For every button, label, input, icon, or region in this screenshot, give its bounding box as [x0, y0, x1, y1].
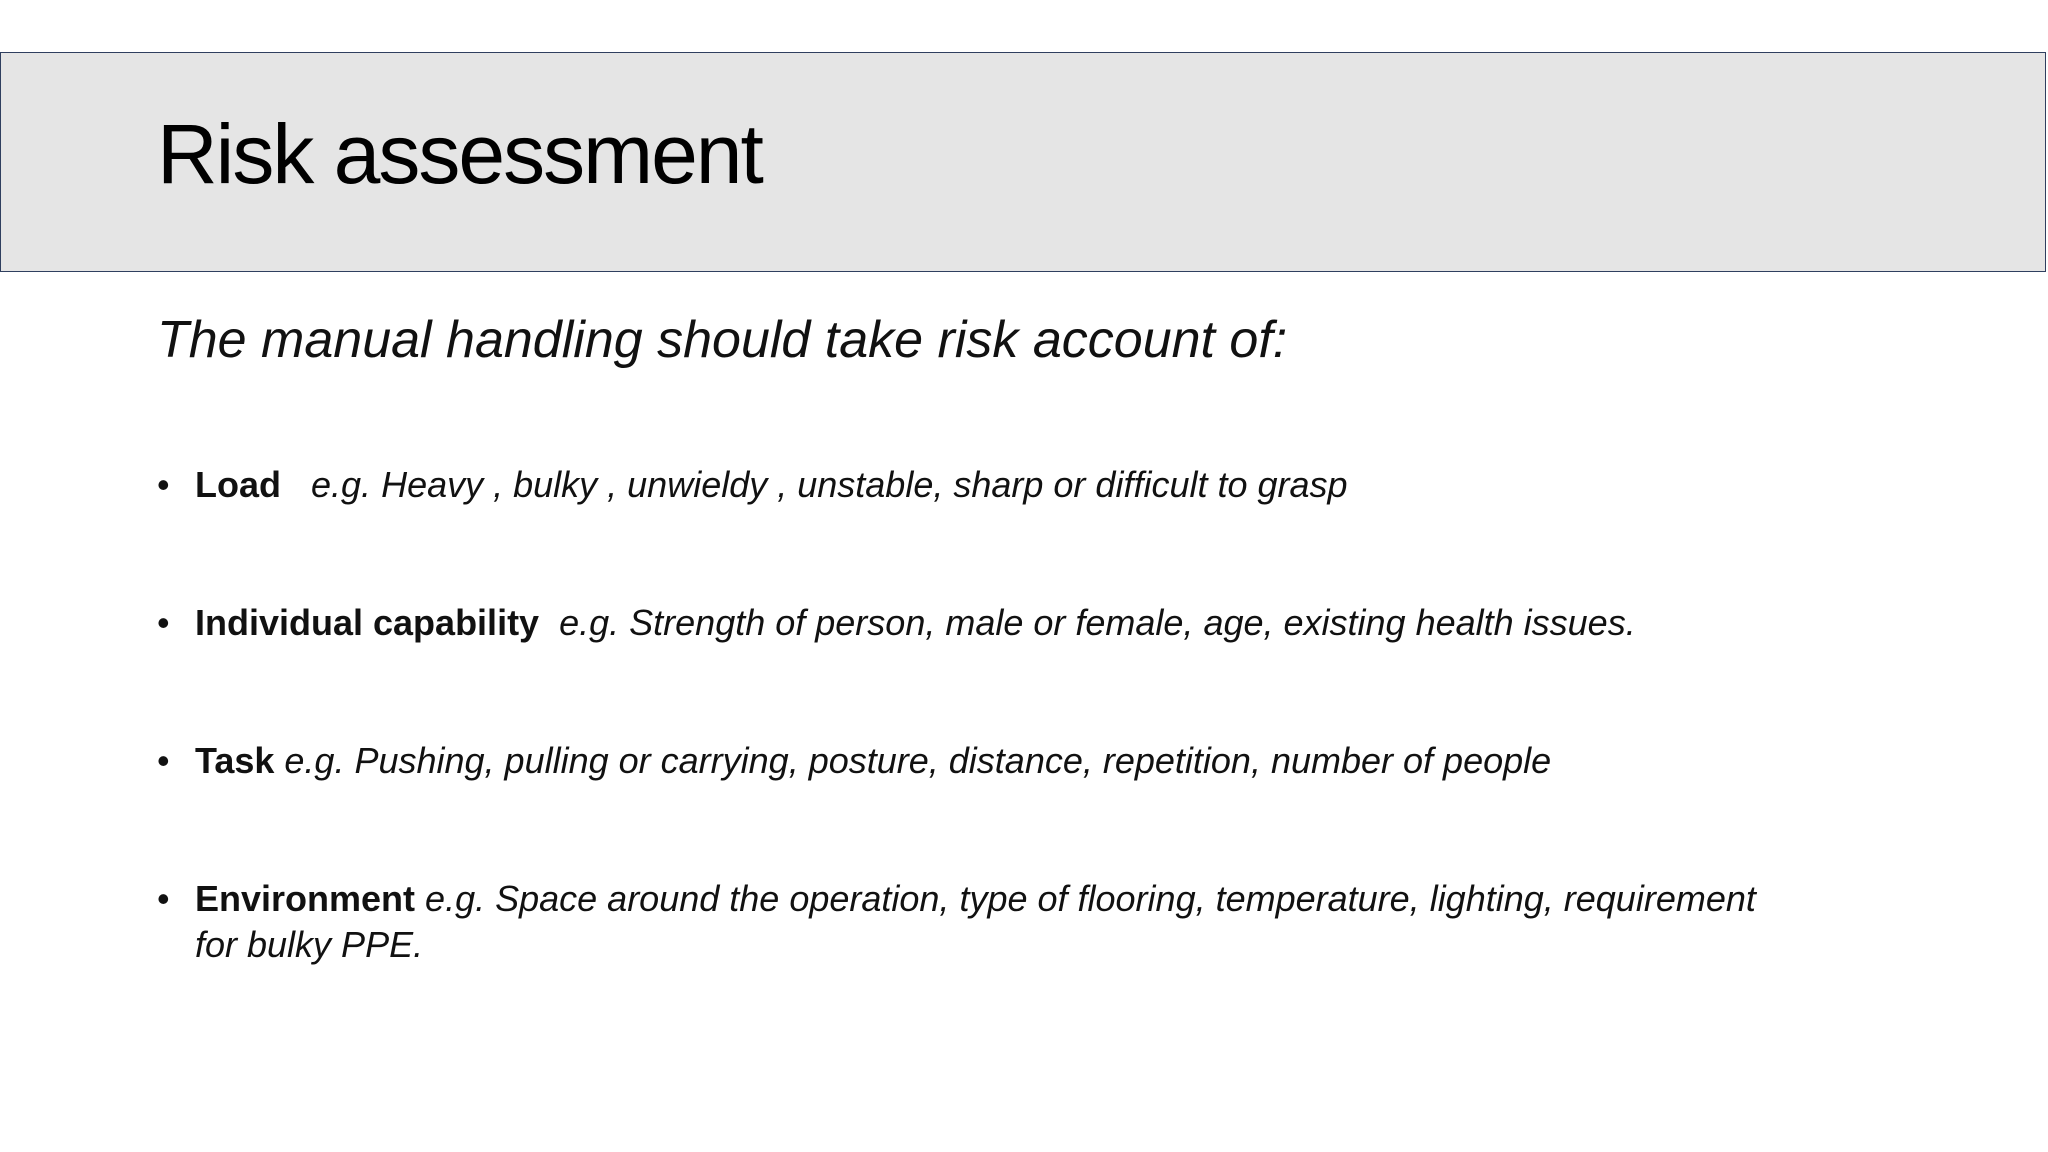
- bullet-term: Load: [195, 464, 281, 505]
- slide-subtitle: The manual handling should take risk account of:: [157, 311, 1288, 369]
- bullet-item-individual-capability: [157, 600, 1757, 646]
- bullet-item-load: [157, 462, 1757, 508]
- bullet-list: [157, 462, 1757, 1060]
- bullet-dot-icon: •: [157, 602, 170, 643]
- bullet-item-task: [157, 738, 1757, 784]
- bullet-example: e.g. Strength of person, male or female, age, existing health issues.: [559, 602, 1636, 643]
- bullet-dot-icon: •: [157, 878, 170, 919]
- bullet-term: Task: [195, 740, 275, 781]
- bullet-term: Individual capability: [195, 602, 540, 643]
- bullet-item-environment: [157, 876, 1757, 968]
- bullet-term: Environment: [195, 878, 416, 919]
- slide-title: Risk assessment: [157, 107, 762, 201]
- bullet-example: e.g. Space around the operation, type of flooring, temperature, lighting, requirement for bulky PPE.: [195, 878, 1756, 965]
- bullet-dot-icon: •: [157, 464, 170, 505]
- bullet-example: e.g. Heavy , bulky , unwieldy , unstable, sharp or difficult to grasp: [311, 464, 1348, 505]
- bullet-dot-icon: •: [157, 740, 170, 781]
- bullet-example: e.g. Pushing, pulling or carrying, posture, distance, repetition, number of people: [284, 740, 1552, 781]
